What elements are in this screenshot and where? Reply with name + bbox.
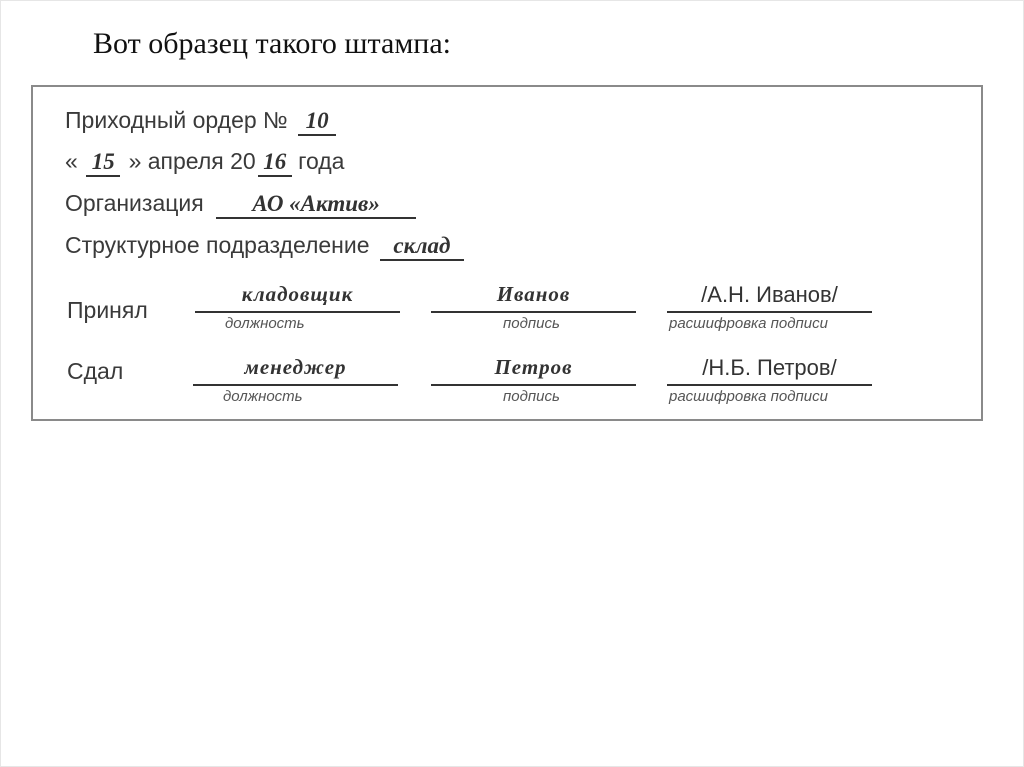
received-position-line (195, 311, 400, 313)
organization-label: Организация (65, 190, 204, 216)
received-decoding-caption: расшифровка подписи (669, 315, 828, 332)
receipt-order-stamp (31, 85, 983, 421)
slide-heading: Вот образец такого штампа: (93, 27, 452, 60)
handed-decoding-value: /Н.Б. Петров/ (702, 355, 837, 380)
order-number-label: Приходный ордер № (65, 107, 288, 133)
order-number-value: 10 (298, 108, 336, 136)
received-signature-caption: подпись (503, 315, 560, 332)
order-number-row (65, 107, 336, 136)
handed-signature-field (431, 355, 636, 411)
received-position-caption: должность (225, 315, 305, 332)
handed-decoding-line (667, 384, 872, 386)
handed-decoding-caption: расшифровка подписи (669, 388, 828, 405)
received-signature-line (431, 311, 636, 313)
received-decoding-value: /А.Н. Иванов/ (701, 282, 838, 307)
order-date-row (65, 148, 344, 177)
received-position-field (195, 282, 400, 338)
department-label: Структурное подразделение (65, 232, 370, 258)
handed-decoding-field (667, 355, 872, 411)
received-position-value: кладовщик (241, 282, 354, 306)
handed-position-field (193, 355, 398, 411)
received-decoding-field (667, 282, 872, 338)
received-label: Принял (67, 297, 148, 323)
received-signature-field (431, 282, 636, 338)
organization-value: АО «Актив» (216, 191, 416, 219)
date-month-text: » апреля 20 (128, 148, 256, 174)
handed-position-value: менеджер (244, 355, 347, 379)
date-year-suffix: года (298, 148, 345, 174)
received-decoding-line (667, 311, 872, 313)
date-day-value: 15 (86, 149, 120, 177)
handed-signature-caption: подпись (503, 388, 560, 405)
handed-label: Сдал (67, 358, 124, 384)
handed-signature-line (431, 384, 636, 386)
handed-signature-value: Петров (494, 355, 573, 379)
department-row (65, 232, 464, 261)
date-year-value: 16 (258, 149, 292, 177)
handed-position-caption: должность (223, 388, 303, 405)
organization-row (65, 190, 416, 219)
department-value: склад (380, 233, 464, 261)
received-signature-value: Иванов (496, 282, 571, 306)
handed-position-line (193, 384, 398, 386)
date-open-quote: « (65, 148, 78, 174)
